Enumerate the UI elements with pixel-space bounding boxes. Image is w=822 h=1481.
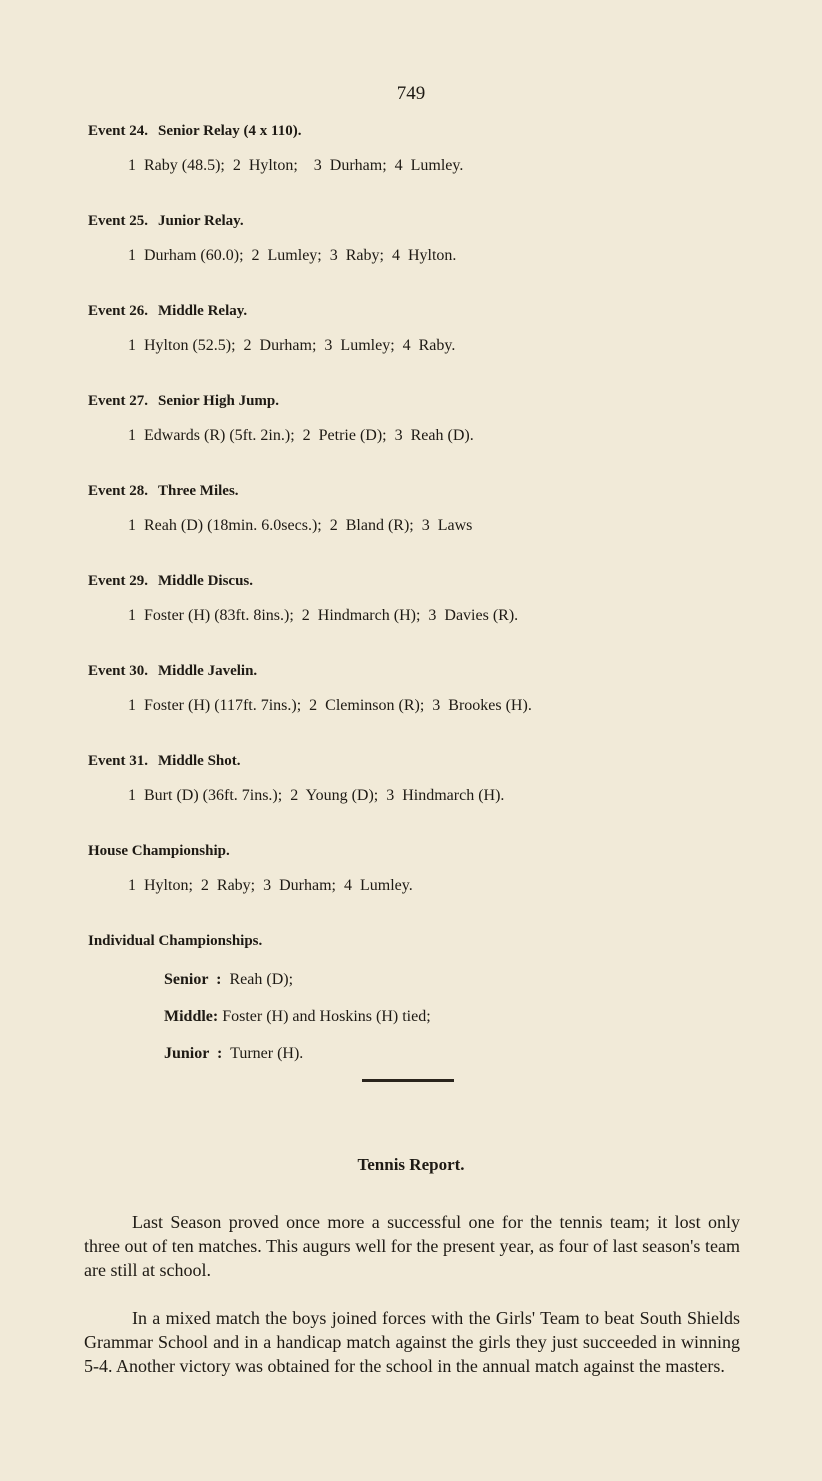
event-name: Middle Shot. [158,753,241,769]
event-title [88,210,768,233]
event-block [88,300,768,356]
event-block [88,570,768,626]
tennis-paragraph: Last Season proved once more a successful one for the tennis team; it lost only three out of ten matches. This augurs well for the present year, as four of last season's team are still at school. [84,1212,740,1280]
event-title [88,480,768,503]
individual-championship-row [164,1044,768,1064]
house-championship [88,840,768,896]
individual-winner: Turner (H). [222,1045,304,1062]
individual-championship-row [164,1007,768,1027]
event-name: Senior Relay (4 x 110). [158,123,302,139]
event-block [88,210,768,266]
event-title [88,750,768,773]
event-result: 1 Reah (D) (18min. 6.0secs.); 2 Bland (R); 3 Laws [128,517,473,534]
event-name: Junior Relay. [158,213,244,229]
event-number: Event 25. [88,213,148,229]
individual-championships [88,930,768,1064]
sports-results [88,120,768,1064]
event-title [88,390,768,413]
event-number: Event 30. [88,663,148,679]
individual-winner: Foster (H) and Hoskins (H) tied; [218,1008,431,1025]
event-name: Middle Relay. [158,303,248,319]
tennis-paragraph: In a mixed match the boys joined forces with the Girls' Team to beat South Shields Grammar School and in a handicap match against the girls they just succeeded in winning 5-4. Another victory was obtained for the school in the annual match against the masters. [84,1308,740,1376]
tennis-report-heading: Tennis Report. [357,1155,465,1174]
event-title [88,570,768,593]
event-title [88,300,768,323]
house-championship-title: House Championship. [88,843,230,859]
individual-category-label: Middle: [164,1008,219,1025]
event-number: Event 24. [88,123,148,139]
event-number: Event 29. [88,573,148,589]
page-number: 749 [396,83,426,104]
event-title [88,660,768,683]
event-title [88,120,768,143]
house-championship-result: 1 Hylton; 2 Raby; 3 Durham; 4 Lumley. [128,877,413,894]
event-result: 1 Raby (48.5); 2 Hylton; 3 Durham; 4 Lumley. [128,157,464,174]
tennis-report-body [84,1210,740,1402]
event-number: Event 28. [88,483,148,499]
individual-category-label: Senior : [164,971,222,988]
event-block [88,480,768,536]
event-name: Middle Discus. [158,573,254,589]
event-result: 1 Foster (H) (117ft. 7ins.); 2 Cleminson (R); 3 Brookes (H). [128,697,532,714]
event-name: Three Miles. [158,483,239,499]
event-block [88,660,768,716]
event-block [88,390,768,446]
event-block [88,750,768,806]
event-result: 1 Edwards (R) (5ft. 2in.); 2 Petrie (D); 3 Reah (D). [128,427,474,444]
event-result: 1 Burt (D) (36ft. 7ins.); 2 Young (D); 3 Hindmarch (H). [128,787,505,804]
event-number: Event 27. [88,393,148,409]
event-number: Event 31. [88,753,148,769]
individual-winner: Reah (D); [221,971,294,988]
individual-category-label: Junior : [164,1045,223,1062]
individual-championship-row [164,970,768,990]
event-name: Senior High Jump. [158,393,280,409]
event-name: Middle Javelin. [158,663,258,679]
event-block [88,120,768,176]
individual-championships-title: Individual Championships. [88,933,263,949]
event-result: 1 Hylton (52.5); 2 Durham; 3 Lumley; 4 Raby. [128,337,456,354]
event-result: 1 Durham (60.0); 2 Lumley; 3 Raby; 4 Hylton. [128,247,457,264]
section-divider [362,1079,454,1082]
event-result: 1 Foster (H) (83ft. 8ins.); 2 Hindmarch (H); 3 Davies (R). [128,607,519,624]
event-number: Event 26. [88,303,148,319]
